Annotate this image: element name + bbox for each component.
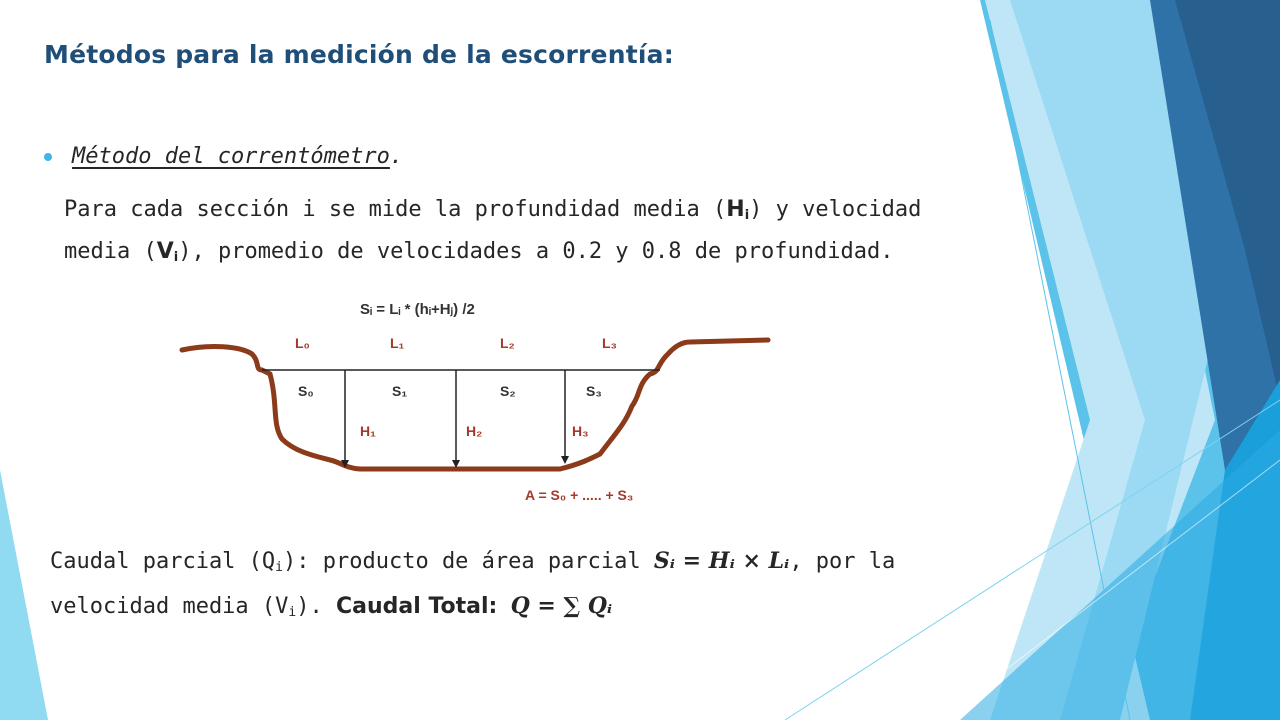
caudal-q-subscript: i <box>275 560 283 575</box>
bullet-dot-icon <box>44 153 52 161</box>
bullet-item <box>44 144 403 169</box>
partial-area-formula: 𝑺ᵢ = 𝑯ᵢ × 𝑳ᵢ <box>653 548 790 574</box>
label-S2: S₂ <box>500 383 516 399</box>
label-S0: S₀ <box>298 383 314 399</box>
para-h-symbol: H <box>726 197 745 222</box>
section-description <box>64 192 964 276</box>
label-L2: L₂ <box>500 335 515 351</box>
para-v-subscript: i <box>173 250 179 265</box>
total-flow-label: Caudal Total: <box>336 594 498 619</box>
total-area-formula: A = S₀ + ..... + S₃ <box>525 487 634 503</box>
bullet-method-name: Método del correntómetro <box>72 144 390 169</box>
total-flow-formula: 𝑸 = ∑ 𝑸ᵢ <box>510 593 613 619</box>
area-formula-label: Sᵢ = Lᵢ * (hᵢ+Hⱼ) /2 <box>360 301 475 318</box>
cross-section-diagram <box>170 284 780 514</box>
caudal-text-4: ). <box>296 594 336 619</box>
label-S1: S₁ <box>392 383 408 399</box>
bullet-suffix: . <box>389 144 404 169</box>
label-H3: H₃ <box>572 423 589 439</box>
caudal-text-1: Caudal parcial (Q <box>50 549 276 574</box>
riverbank-profile <box>182 340 768 469</box>
caudal-text-2: ): producto de área parcial <box>283 549 654 574</box>
slide-title: Métodos para la medición de la escorrentía: <box>44 40 674 69</box>
label-H1: H₁ <box>360 423 376 439</box>
para-v-symbol: V <box>156 239 174 264</box>
para-text-3: ), promedio de velocidades a 0.2 y 0.8 de profundidad. <box>178 239 894 264</box>
para-text-2: ) y velocidad media ( <box>64 197 922 264</box>
label-S3: S₃ <box>586 383 602 399</box>
label-L0: L₀ <box>295 335 310 351</box>
caudal-v-subscript: i <box>288 605 297 620</box>
flow-description <box>50 542 930 632</box>
label-L1: L₁ <box>390 335 405 351</box>
label-L3: L₃ <box>602 335 618 351</box>
para-h-subscript: i <box>744 208 750 223</box>
bullet-text <box>72 144 403 169</box>
caudal-text-3: , por la velocidad media (V <box>50 549 896 619</box>
para-text-1: Para cada sección i se mide la profundidad media ( <box>64 197 727 222</box>
label-H2: H₂ <box>466 423 483 439</box>
